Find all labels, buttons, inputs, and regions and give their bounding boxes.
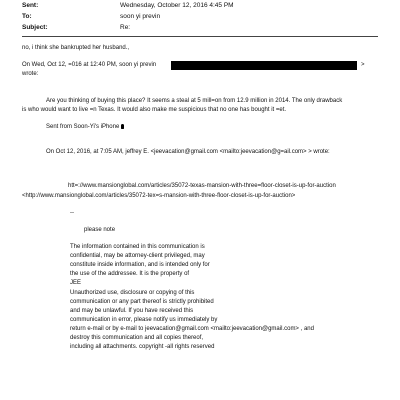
disclaimer-line: confidential, may be attorney-client privileged, may (70, 253, 205, 259)
disclaimer-line: including all attachments. copyright -all rights reserved (70, 344, 215, 350)
disclaimer-line: and may be unlawful. If you have received this (70, 308, 194, 314)
reply-line: no, i think she bankrupted her husband., (22, 45, 130, 51)
url-line-1[interactable]: htt=://www.mansionglobal.com/articles/35072-texas-mansion-with-three=floor-closet-is-up-for-auction (68, 183, 336, 189)
url-line-2[interactable]: <http://www.mansionglobal.com/articles/35072-tex=s-mansion-with-three-floor-closet-is-up-for-auction> (22, 193, 296, 199)
subject-value: Re: (120, 24, 131, 31)
disclaimer-line: the use of the addressee. It is the property of (70, 271, 190, 277)
quote-intro: On Wed, Oct 12, =016 at 12:40 PM, soon yi previn (22, 62, 157, 68)
signature-separator: -- (70, 210, 74, 216)
sent-label: Sent: (22, 2, 39, 9)
disclaimer-line: constitute inside information, and is intended only for (70, 262, 210, 268)
sent-from-text: Sent from Soon-Yi's iPhone (46, 124, 120, 130)
disclaimer-line: Unauthorized use, disclosure or copying of this (70, 290, 195, 296)
please-note-label: please note (84, 227, 116, 233)
redaction-bar (171, 61, 357, 70)
to-label: To: (22, 13, 32, 20)
quote-intro-end: > (361, 62, 365, 68)
forward-intro: On Oct 12, 2016, at 7:05 AM, jeffrey E. <jeevacation@gmail.com <mailto:jeevacation@g=ail.com> > wrote: (46, 149, 330, 155)
wrote-label: wrote: (22, 71, 39, 77)
disclaimer-line: communication or any part thereof is strictly prohibited (70, 299, 214, 305)
quoted-para-line-1: Are you thinking of buying this place? It seems a steal at 5 mill=on from 12.9 million in 2014. The only drawback (46, 98, 343, 104)
disclaimer-line: communication in error, please notify us immediately by (70, 317, 218, 323)
subject-label: Subject: (22, 24, 48, 31)
quoted-para-line-2: is who would want to live =n Texas. It would also make me suspicious that no one has bought it =et. (22, 107, 287, 113)
header-divider (22, 36, 378, 37)
disclaimer-line: return e-mail or by e-mail to jeevacation@gmail.com <mailto:jeevacation@gmail.com> , and (70, 326, 314, 332)
pushpin-icon (121, 124, 124, 129)
sent-value: Wednesday, October 12, 2016 4:45 PM (120, 2, 234, 9)
to-value: soon yi previn (120, 13, 161, 20)
sent-from-line (46, 124, 124, 132)
disclaimer-line: The information contained in this communication is (70, 244, 205, 250)
disclaimer-line: destroy this communication and all copies thereof, (70, 335, 204, 341)
disclaimer-line: JEE (70, 280, 82, 286)
